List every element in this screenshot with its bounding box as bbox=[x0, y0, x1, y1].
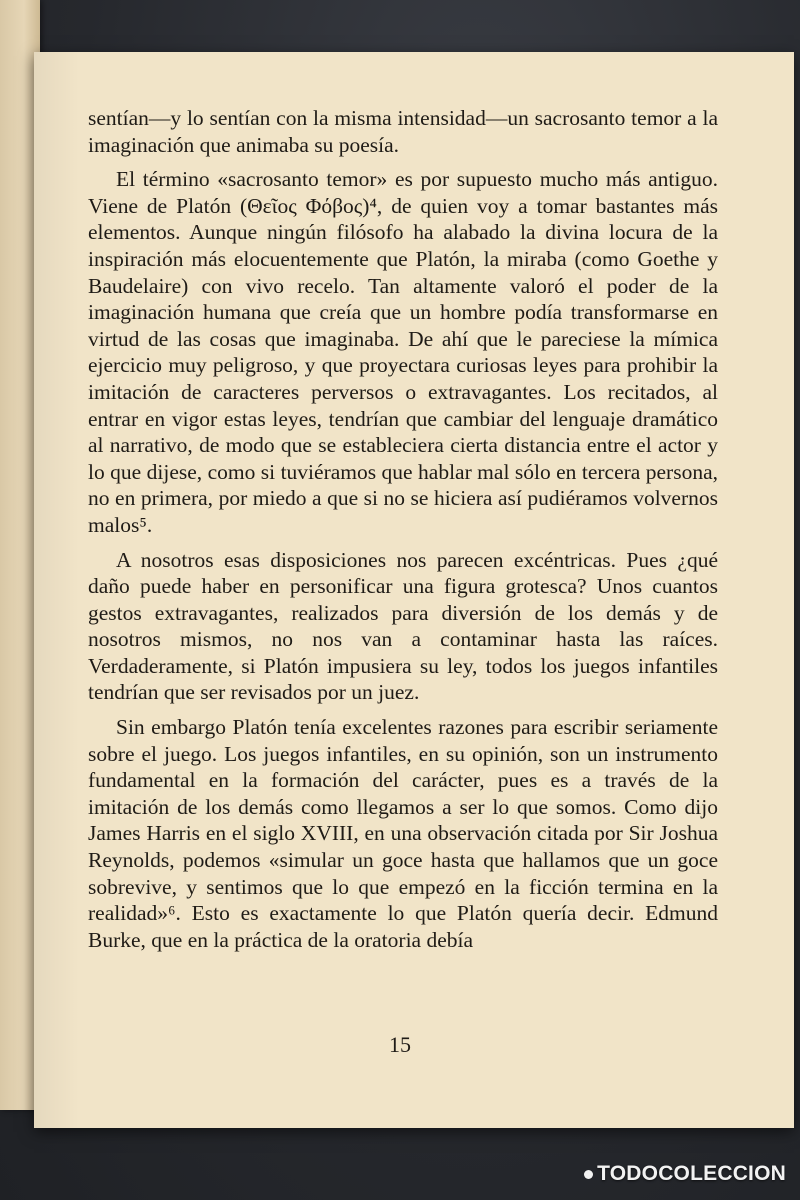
paragraph-1: sentían—y lo sentían con la misma intensidad—un sacrosanto temor a la imaginación que animaba su poesía. bbox=[88, 106, 718, 157]
watermark-text: TODOCOLECCION bbox=[597, 1162, 786, 1185]
watermark bbox=[584, 1162, 786, 1186]
paragraph-3: A nosotros esas disposiciones nos parecen excéntricas. Pues ¿qué daño puede haber en personificar una figura grotesca? Unos cuantos gestos extravagantes, realizados para diversión de los demás y de nosotros mismos, no nos van a contaminar hasta las raíces. Verdaderamente, si Platón impusiera su ley, todos los juegos infantiles tendrían que ser revisados por un juez. bbox=[88, 547, 718, 705]
paragraph-2: El término «sacrosanto temor» es por supuesto mucho más antiguo. Viene de Platón (Θεῖος Φόβος)⁴, de quien voy a tomar bastantes más elementos. Aunque ningún filósofo ha alabado la divina locura de la inspiración más elocuentemente que Platón, la miraba (como Goethe y Baudelaire) con vivo recelo. Tan altamente valoró el poder de la imaginación humana que creía que un hombre podía transformarse en virtud de las cosas que imaginaba. De ahí que le pareciese la mímica ejercicio muy peligroso, y que proyectara curiosas leyes para prohibir la imitación de caracteres perversos o extravagantes. Los recitados, al entrar en vigor estas leyes, tendrían que cambiar del lenguaje dramático al narrativo, de modo que se estableciera cierta distancia entre el actor y lo que dijese, como si tuviéramos que hablar mal sólo en tercera persona, no en primera, por miedo a que si no se hiciera así pudiéramos volvernos malos⁵. bbox=[88, 167, 718, 537]
page-text bbox=[88, 105, 718, 961]
page-number: 15 bbox=[389, 1032, 411, 1057]
watermark-logo-icon bbox=[584, 1170, 593, 1179]
paragraph-4: Sin embargo Platón tenía excelentes razones para escribir seriamente sobre el juego. Los juegos infantiles, en su opinión, son un instrumento fundamental en la formación del carácter, pues es a través de la imitación de los demás como llegamos a ser lo que somos. Como dijo James Harris en el siglo XVIII, en una observación citada por Sir Joshua Reynolds, podemos «simular un goce hasta que hallamos que un goce sobrevive, y sentimos que lo que empezó en la ficción termina en la realidad»⁶. Esto es exactamente lo que Platón quería decir. Edmund Burke, que en la práctica de la oratoria debía bbox=[88, 715, 718, 952]
